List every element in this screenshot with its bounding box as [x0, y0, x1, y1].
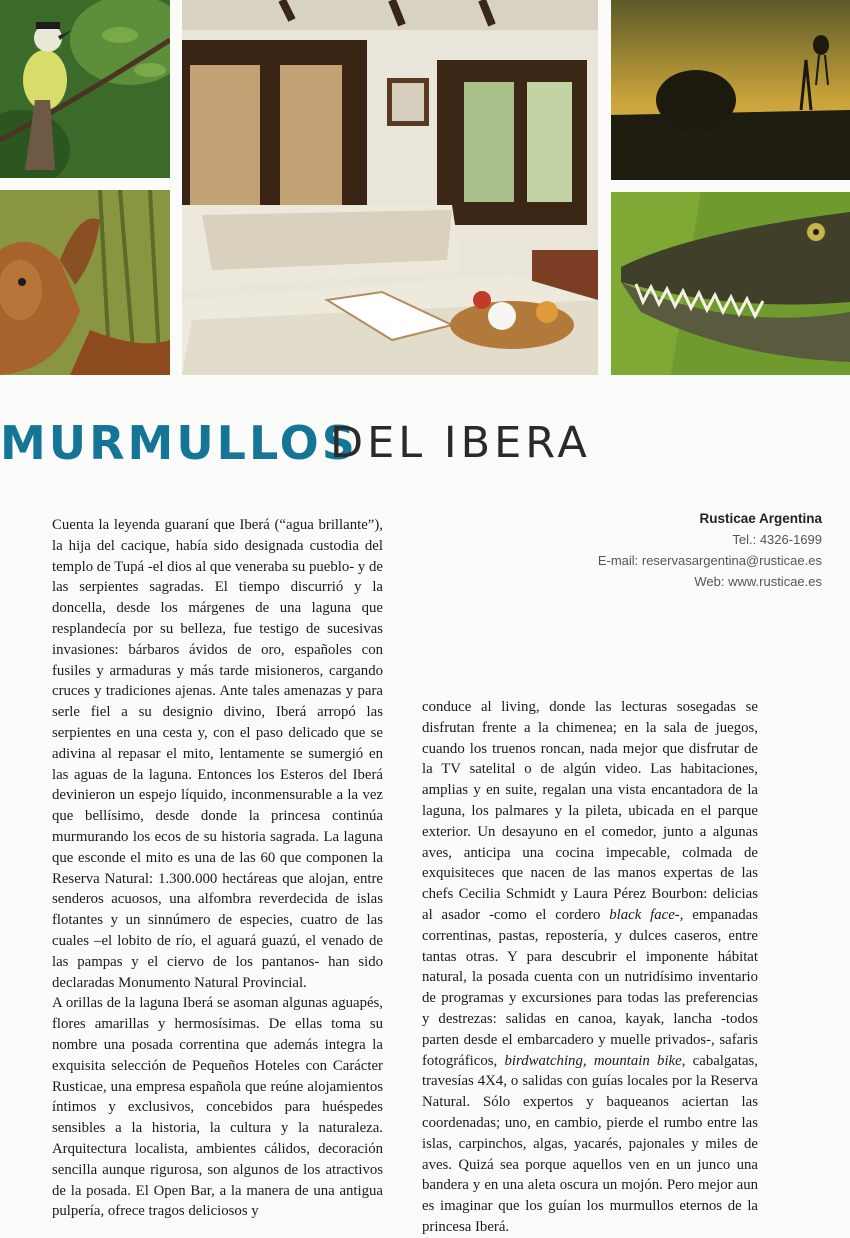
italic-run: black face — [609, 906, 675, 923]
photo-deer — [0, 190, 170, 375]
body-column-1 — [52, 515, 383, 1222]
italic-run: birdwatching, mountain bike — [504, 1052, 682, 1069]
paragraph — [422, 697, 758, 1238]
title-rest: DEL IBERA — [330, 418, 591, 468]
contact-web[interactable]: Web: www.rusticae.es — [694, 574, 822, 589]
article-title — [0, 416, 850, 476]
title-accent: MURMULLOS — [0, 416, 358, 470]
photo-sunset — [611, 0, 850, 180]
text-run: -, empanadas correntinas, pastas, repostería, y dulces caseros, entre tantas otras. Y para descubrir el imponente hábitat natural, la posada cuenta con un nutridísimo inventario de programas y excursiones para todas las preferencias y destrezas: salidas en canoa, kayak, lancha -todos parten desde el embarcadero y muelle privados-, safaris fotográficos, — [422, 906, 758, 1069]
text-run: conduce al living, donde las lecturas sosegadas se disfrutan frente a la chimenea; en la sala de juegos, cuando los truenos roncan, nada mejor que disfrutar de la TV satelital o de algún video. Las habitaciones, amplias y en suite, regalan una vista encantadora de la laguna, los palmares y la pileta, ubicada en el parque exterior. Un desayuno en el comedor, junto a algunas aves, anticipa una cocina impecable, colmada de exquisiteces que nacen de las manos expertas de las chefs Cecilia Schmidt y Laura Pérez Bourbon: delicias al asador -como el cordero — [422, 699, 758, 923]
photo-bedroom — [182, 0, 598, 375]
text-run: , cabalgatas, travesías 4X4, o salidas con guías locales por la Reserva Natural. Sólo expertos y baqueanos aciertan las coordenadas; uno, en cambio, pierde el rumbo entre las islas, carpinchos, algas, yacarés, pajonales y miles de aves. Quizá sea porque aquellos ven en un junco una bandera y en una aleta oscura un mojón. Pero mejor aun es imaginar que los guían los murmullos eternos de la princesa Iberá. — [422, 1052, 758, 1235]
contact-box — [502, 509, 822, 592]
body-column-2 — [422, 697, 758, 1238]
photo-caiman — [611, 192, 850, 375]
contact-email[interactable]: E-mail: reservasargentina@rusticae.es — [597, 553, 822, 568]
contact-company: Rusticae Argentina — [699, 511, 822, 526]
paragraph: A orillas de la laguna Iberá se asoman algunas aguapés, flores amarillas y hermosísimas. De ellas toma su nombre una posada correntina que además integra la exquisita selección de Pequeños Hoteles con Carácter Rusticae, una empresa española que reúne alojamientos íntimos y exclusivos, concebidos para huéspedes sensibles a la historia, la cultura y la naturaleza. Arquitectura localista, ambientes cálidos, decoración sencilla aunque rigurosa, son algunos de los atractivos de la posada. El Open Bar, a la manera de una antigua pulpería, ofrece tragos deliciosos y — [52, 995, 383, 1220]
paragraph: Cuenta la leyenda guaraní que Iberá (“agua brillante”), la hija del cacique, había sido designada custodia del templo de Tupá -el dios al que veneraba su pueblo- y de las serpientes sagradas. El tiempo discurrió y la doncella, desde los márgenes de una laguna que resplandecía por su belleza, fue testigo de sucesivas invasiones: bárbaros ávidos de oro, españoles con fusiles y armaduras y más tarde misioneros, cargando cruces y tradiciones ajenas. Ante tales amenazas y para serle fiel a su designio divino, Iberá arropó las serpientes en una cesta y, con el paso delicado que se adivina al repasar el mito, lentamente se sumergió en las aguas de la laguna. Entonces los Esteros del Iberá devinieron un espejo líquido, inconmensurable a la vez que bellísimo, desde donde la princesa continúa murmurando los ecos de su historia sagrada. La laguna que esconde el mito es una de las 60 que componen la Reserva Natural: 1.300.000 hectáreas que alojan, entre senderos acuosos, una alfombra reverdecida de islas flotantes y un sinnúmero de especies, cuatro de las cuales –el lobito de río, el aguará guazú, el venado de las pampas y el ciervo de los pantanos- han sido declaradas Monumento Natural Provincial. — [52, 517, 383, 991]
photo-bird — [0, 0, 170, 178]
contact-tel: Tel.: 4326-1699 — [732, 532, 822, 547]
